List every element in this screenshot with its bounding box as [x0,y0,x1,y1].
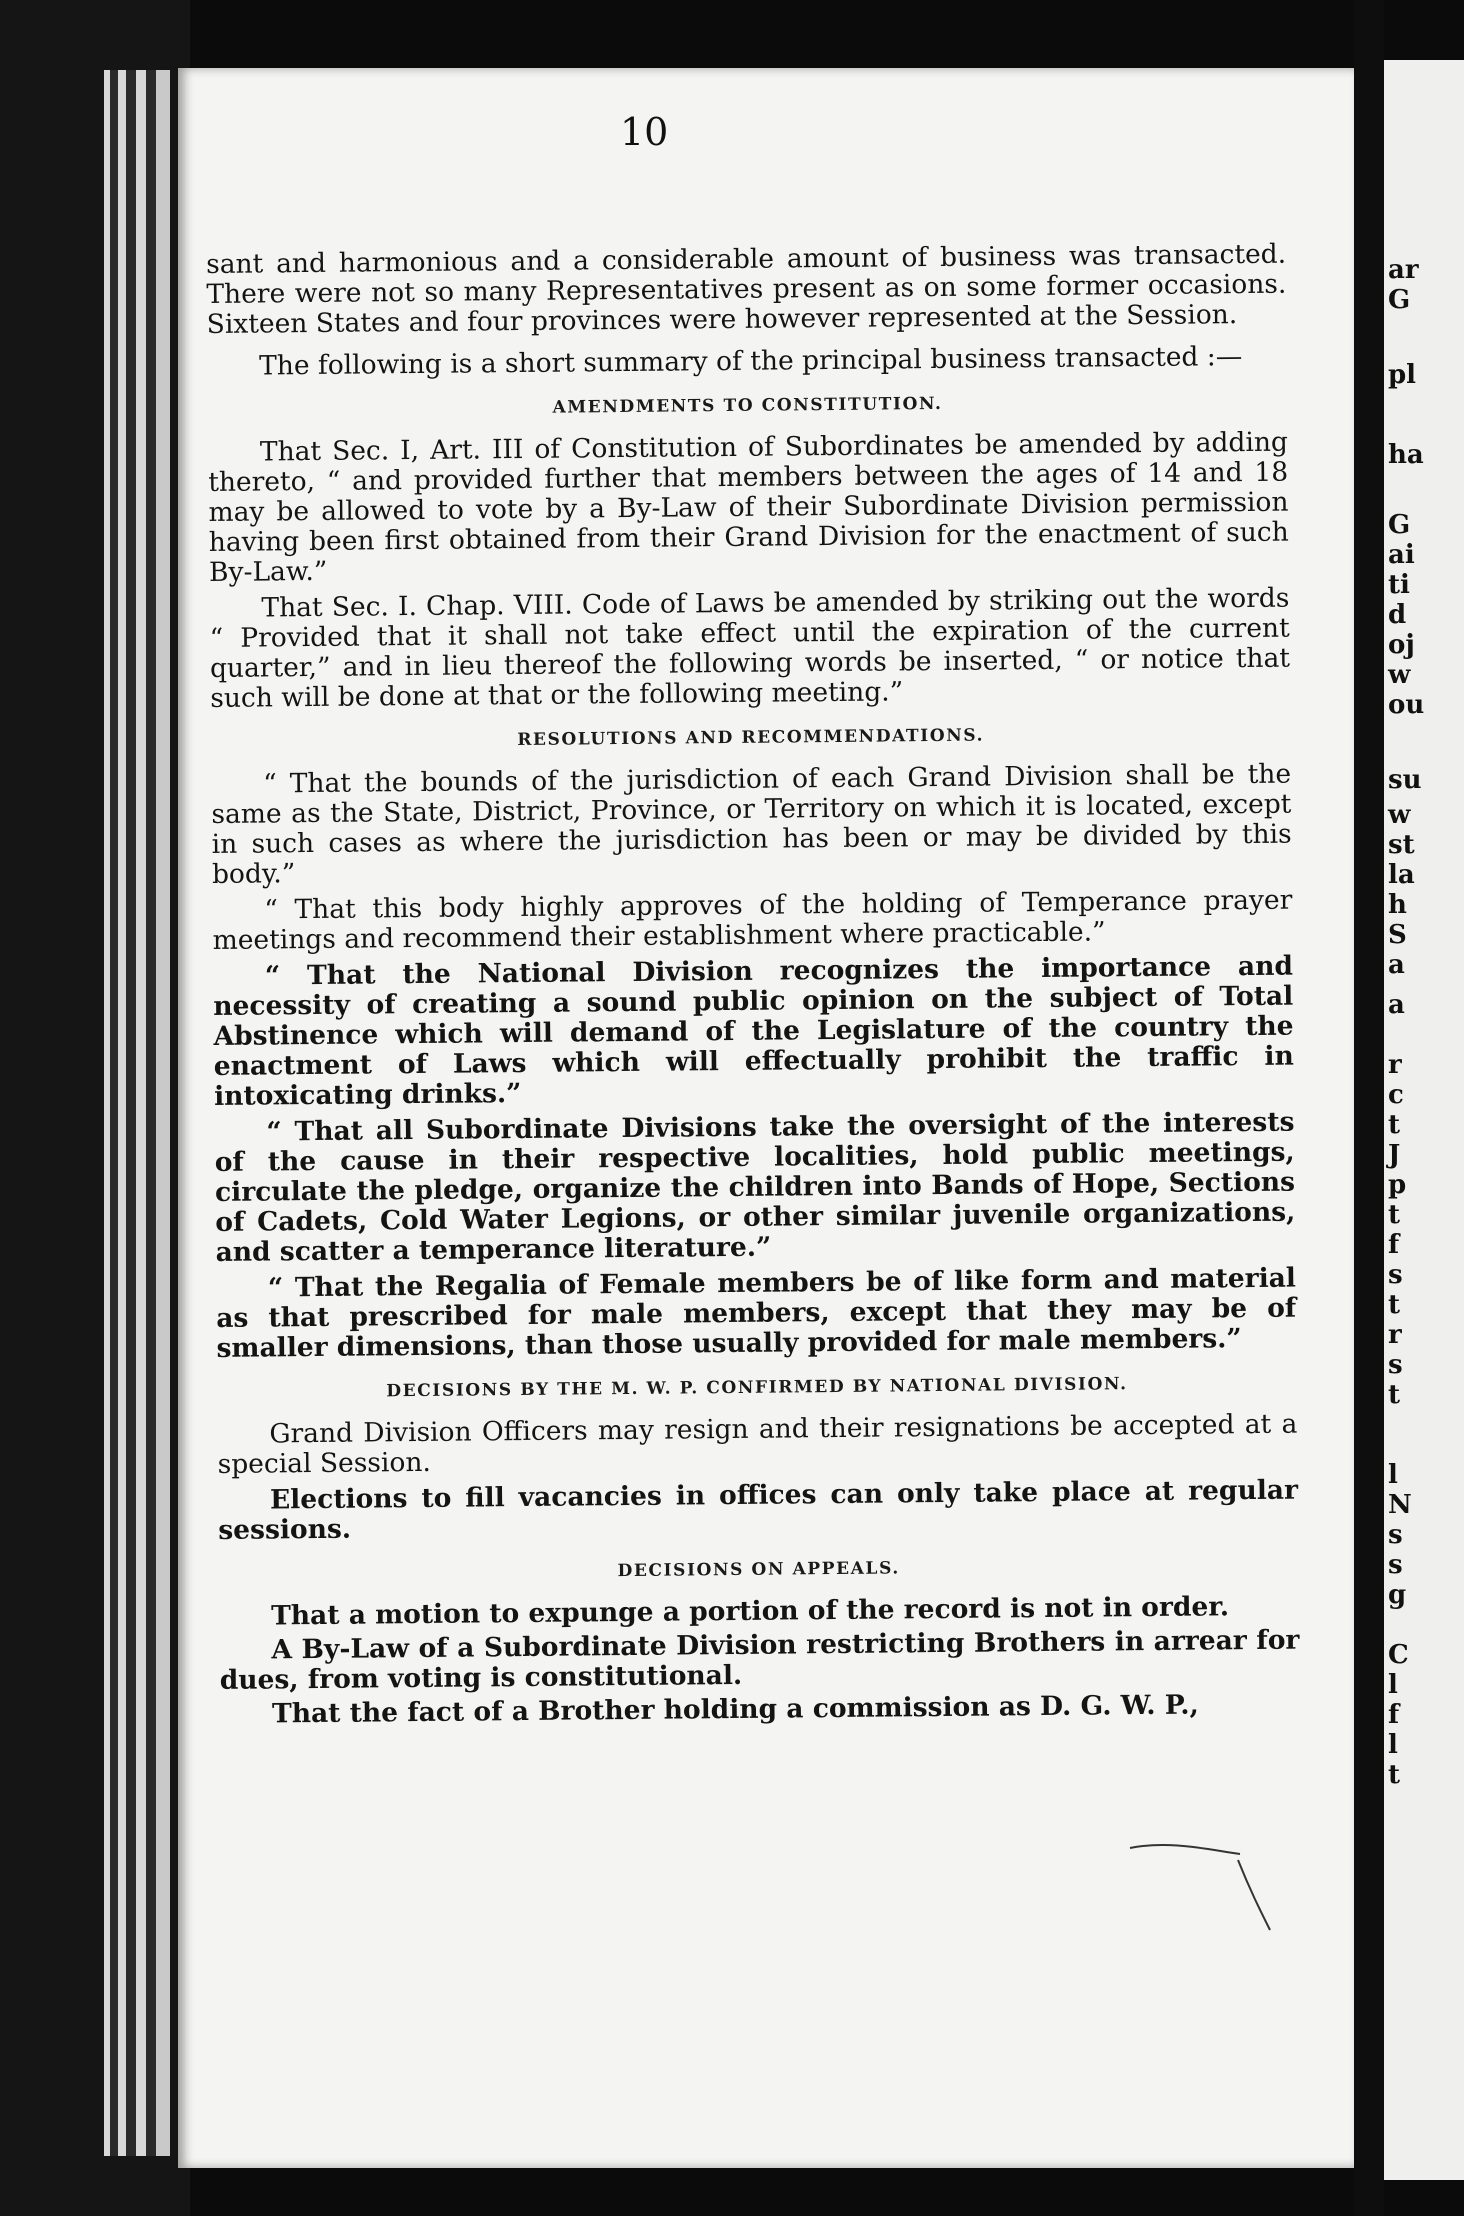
page-edge-strip [118,70,126,2156]
facing-page-fragment: ai [1388,540,1415,570]
facing-page-fragment: C [1388,1640,1409,1670]
body-paragraph: Grand Division Officers may resign and their resignations be accepted at a special Session. [217,1408,1298,1480]
page-edge-gap [110,70,118,2156]
page-edge-gap [146,70,156,2156]
facing-page-fragment: s [1388,1260,1403,1290]
facing-page-fragment: t [1388,1290,1401,1320]
facing-page-fragment: f [1388,1700,1400,1730]
body-paragraph: “ That the Regalia of Female members be of like form and material as that prescribed for male members, except that they may be of smaller dimensions, than those usually provided for male members.” [216,1262,1297,1364]
body-paragraph: “ That the bounds of the jurisdiction of each Grand Division shall be the same as the State, District, Province, or Territory on which it is located, except in such cases as where the jurisdiction has been or may be divided by this body.” [211,758,1292,890]
facing-page-fragment: st [1388,830,1415,860]
intro-paragraph: The following is a short summary of the principal business transacted :— [258,341,1243,382]
facing-page-fragment: pl [1388,360,1417,390]
ink-scratch-mark [1120,1830,1280,1950]
facing-page-fragment: s [1388,1520,1403,1550]
facing-page-fragment: t [1388,1760,1401,1790]
facing-page [1384,60,1464,2180]
facing-page-fragment: ou [1388,690,1425,720]
facing-page-fragment: la [1388,860,1415,890]
gutter [1354,0,1384,2216]
facing-page-fragment: t [1388,1110,1401,1140]
facing-page-fragment: a [1388,990,1405,1020]
facing-page-fragment: r [1388,1050,1402,1080]
facing-page-fragment: J [1388,1140,1401,1170]
facing-page-fragment: s [1388,1350,1403,1380]
page-number: 10 [620,110,669,154]
facing-page-fragment: S [1388,920,1407,950]
facing-page-fragment: f [1388,1230,1400,1260]
facing-page-fragment: g [1388,1580,1407,1610]
facing-page-fragment: oj [1388,630,1415,660]
facing-page-fragment: s [1388,1550,1403,1580]
page-edge-strip [156,70,170,2156]
facing-page-fragment: l [1388,1730,1398,1760]
facing-page-fragment: w [1388,800,1411,830]
facing-page-fragment: l [1388,1460,1398,1490]
body-paragraph: That a motion to expunge a portion of the record is not in order. [270,1591,1230,1632]
intro-paragraph: sant and harmonious and a considerable amount of business was transacted. There were not so many Representatives present as on some former occasions. Sixteen States and four provinces were however represented at the Session. [205,238,1287,340]
facing-page-fragment: p [1388,1170,1407,1200]
facing-page-fragment: l [1388,1670,1398,1700]
facing-page-fragment: su [1388,765,1422,795]
facing-page-fragment: t [1388,1380,1401,1410]
facing-page-fragment: w [1388,660,1411,690]
page-edge-strip [136,70,146,2156]
facing-page-fragment: G [1388,510,1411,540]
facing-page-fragment: ti [1388,570,1410,600]
section-heading: AMENDMENTS TO CONSTITUTION. [552,393,943,418]
facing-page-fragment: h [1388,890,1407,920]
body-paragraph: “ That this body highly approves of the holding of Temperance prayer meetings and recommend their establishment where practicable.” [212,884,1293,956]
body-paragraph: That the fact of a Brother holding a commission as D. G. W. P., [271,1689,1199,1730]
body-paragraph: Elections to fill vacancies in offices can only take place at regular sessions. [218,1474,1299,1546]
body-paragraph: “ That all Subordinate Divisions take the oversight of the interests of the cause in their respective localities, hold public meetings, circulate the pledge, organize the children into Bands of Hope, Sections of Cadets, Cold Water Legions, or other similar juvenile organizations, and scatter a temperance literature.” [214,1106,1296,1268]
facing-page-fragment: t [1388,1200,1401,1230]
page-body [206,240,1300,1730]
facing-page-fragment: G [1388,285,1411,315]
facing-page-fragment: a [1388,950,1405,980]
body-paragraph: That Sec. I. Chap. VIII. Code of Laws be amended by striking out the words “ Provided that it shall not take effect until the expiration of the current quarter,” and in lieu thereof the following words be inserted, “ or notice that such will be done at that or the following meeting.” [209,582,1291,714]
facing-page-fragment: d [1388,600,1407,630]
section-heading: DECISIONS BY THE M. W. P. CONFIRMED BY NATIONAL DIVISION. [386,1374,1128,1402]
body-paragraph: A By-Law of a Subordinate Division restricting Brothers in arrear for dues, from voting is constitutional. [219,1624,1300,1696]
facing-page-fragment: N [1388,1490,1412,1520]
facing-page-fragment: c [1388,1080,1404,1110]
page-edge-gap [126,70,136,2156]
body-paragraph: That Sec. I, Art. III of Constitution of Subordinates be amended by adding thereto, “ and provided further that members between the ages of 14 and 18 may be allowed to vote by a By-Law of their Subordinate Division permission having been first obtained from their Grand Division for the enactment of such By-Law.” [208,426,1289,588]
facing-page-fragment: ar [1388,255,1419,285]
facing-page-fragment: r [1388,1320,1402,1350]
body-paragraph: “ That the National Division recognizes the importance and necessity of creating a sound public opinion on the subject of Total Abstinence which will demand of the Legislature of the country the enactment of Laws which will effectually prohibit the traffic in intoxicating drinks.” [213,950,1294,1112]
facing-page-fragment: ha [1388,440,1424,470]
section-heading: RESOLUTIONS AND RECOMMENDATIONS. [517,725,985,751]
section-heading: DECISIONS ON APPEALS. [617,1558,900,1582]
